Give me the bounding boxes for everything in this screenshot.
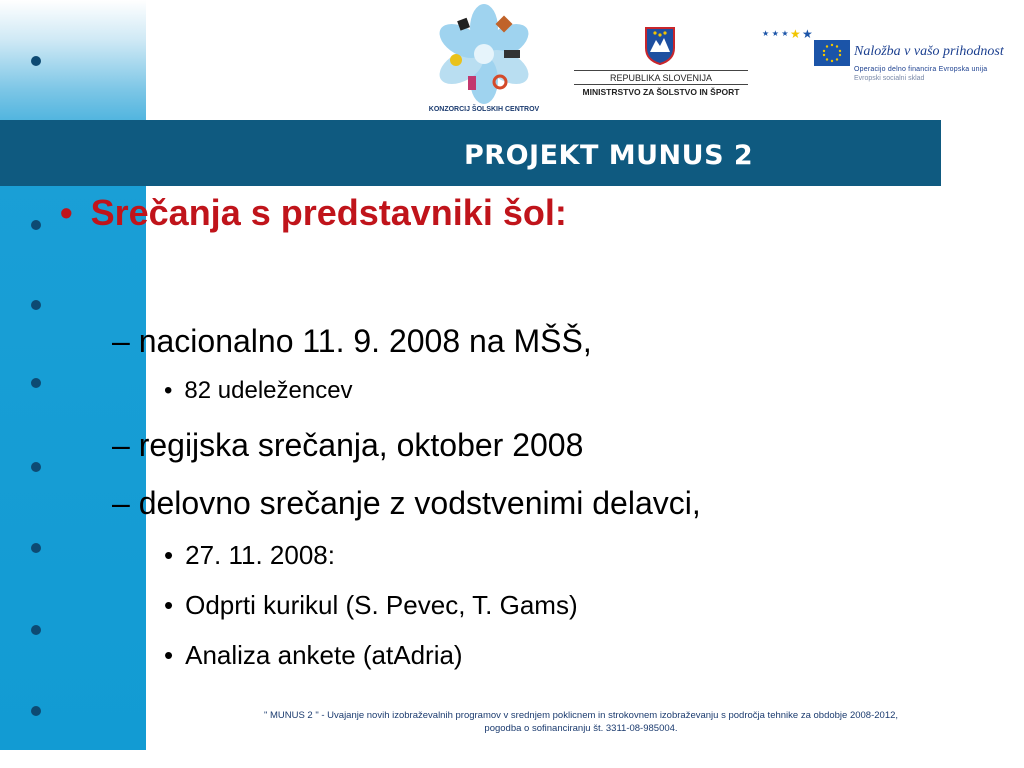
konzorcij-logo-text: KONZORCIJ ŠOLSKIH CENTROV [428,106,540,113]
list-item: – regijska srečanja, oktober 2008 [112,427,584,463]
sidebar-dot [31,56,41,66]
sidebar-dot [31,300,41,310]
list-item-text: 82 udeležencev [184,377,353,404]
list-item [164,377,353,405]
konzorcij-logo [420,2,548,120]
bullet: • [164,590,174,620]
list-item-text: 27. 11. 2008: [185,540,335,570]
list-item [164,640,463,671]
footer-text: pogodba o sofinanciranju št. 3311-08-985004. [484,723,678,734]
sidebar-dot [31,625,41,635]
banner-title: PROJEKT MUNUS 2 [464,140,754,171]
eu-subtitle: Operacijo delno financira Evropska unija [854,66,988,73]
eu-slogan: Naložba v vašo prihodnost [854,44,1004,59]
footer-text: " MUNUS 2 " - Uvajanje novih izobraževalnih programov v srednjem poklicnem in strokovnem izobraževanju s področja tehnike za obdobje 2008-2012, [263,710,899,721]
divider [574,84,748,85]
bullet: • [164,377,173,404]
sidebar-dot [31,543,41,553]
bullet: • [164,540,174,570]
list-item [164,540,335,571]
eu-flag-icon [814,40,850,66]
sidebar-stripe [0,0,146,750]
slovenia-coat-of-arms-icon [644,26,676,66]
sidebar-dot [31,220,41,230]
svg-text:★: ★ [802,27,813,41]
list-item [164,590,578,621]
republika-slovenija-text: REPUBLIKA SLOVENIJA [609,73,713,83]
sidebar-dot [31,378,41,388]
bullet: • [60,192,73,233]
ministrstvo-text: MINISTRSTVO ZA ŠOLSTVO IN ŠPORT [582,87,740,97]
list-item-text: Odprti kurikul (S. Pevec, T. Gams) [185,590,578,620]
list-item-text: Analiza ankete (atAdria) [185,640,463,670]
svg-text:★: ★ [790,27,801,41]
eu-fund: Evropski socialni sklad [854,75,925,82]
svg-text:★ ★ ★: ★ ★ ★ [762,29,789,38]
divider [574,70,748,71]
list-item: – nacionalno 11. 9. 2008 na MŠŠ, [112,323,592,359]
sidebar-dot [31,706,41,716]
list-item: – delovno srečanje z vodstvenimi delavci, [112,485,701,521]
slide-heading [60,192,567,234]
bullet: • [164,640,174,670]
sidebar-dot [31,462,41,472]
heading-text: Srečanja s predstavniki šol: [90,192,567,233]
eu-stars-icon [760,24,820,46]
